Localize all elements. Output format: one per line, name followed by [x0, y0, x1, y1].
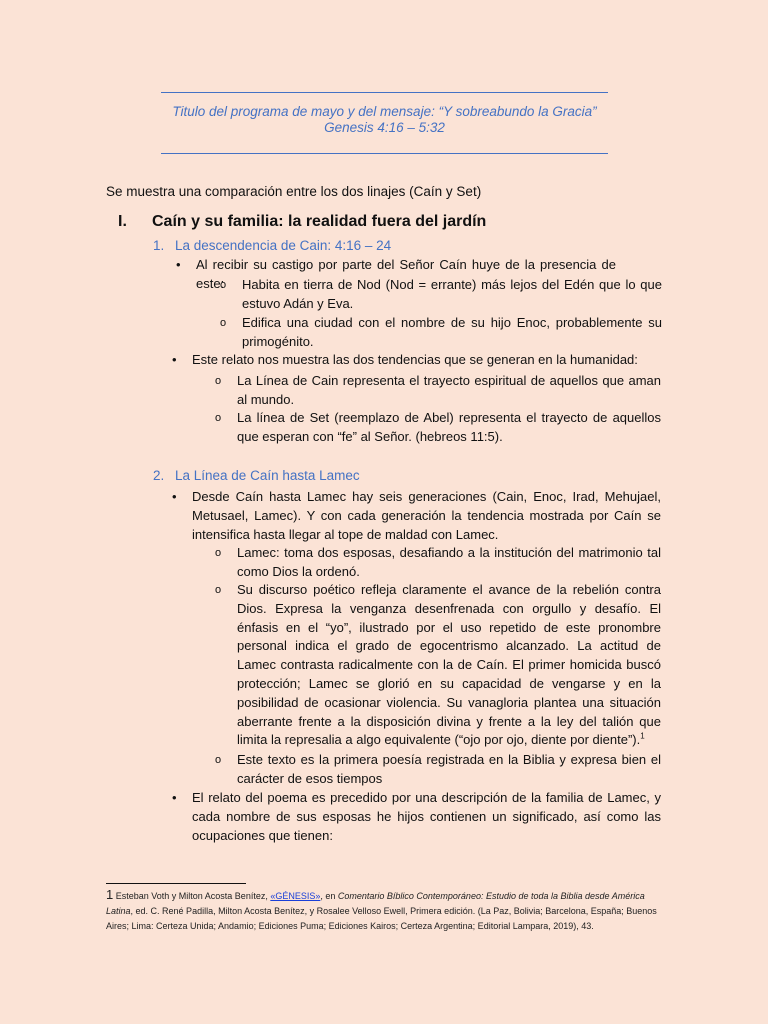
section-number: I. — [118, 213, 127, 230]
section-title: Caín y su familia: la realidad fuera del jardín — [152, 213, 487, 230]
list-item: o Habita en tierra de Nod (Nod = errante) más lejos del Edén que lo que estuvo Adán y Eva. — [242, 276, 662, 314]
list-item: o La Línea de Cain representa el trayecto espiritual de aquellos que aman al mundo. — [237, 372, 661, 410]
list-item: • Este relato nos muestra las dos tendencias que se generan en la humanidad: — [192, 351, 662, 370]
list-item: o Este texto es la primera poesía registrada en la Biblia y expresa bien el carácter de esos tiempos — [237, 751, 661, 789]
list-item: o La línea de Set (reemplazo de Abel) representa el trayecto de aquellos que esperan con “fe” al Señor. (hebreos 11:5). — [237, 409, 661, 447]
subheading-number: 2. — [153, 468, 165, 483]
program-title-block — [161, 104, 608, 136]
footnote — [106, 887, 662, 934]
subheading-number: 1. — [153, 238, 165, 253]
program-title: Titulo del programa de mayo y del mensaje: “Y sobreabundo la Gracia” — [172, 104, 597, 119]
footnote-link[interactable]: «GÉNESIS» — [270, 891, 321, 901]
footnote-authors: Esteban Voth y Milton Acosta Benítez, — [113, 891, 271, 901]
subheading-2 — [153, 468, 360, 483]
section-heading-1 — [118, 213, 486, 231]
footnote-reference: 1 — [640, 732, 645, 742]
header-top-rule — [161, 92, 608, 93]
list-item: • Desde Caín hasta Lamec hay seis generaciones (Cain, Enoc, Irad, Mehujael, Metusael, Lamec). Y con cada generación la tendencia mostrada por Caín se intensifica hasta llegar al tope de maldad con Lamec. — [192, 488, 661, 544]
subheading-title: La descendencia de Cain: 4:16 – 24 — [175, 238, 392, 253]
footnote-publication: , ed. C. René Padilla, Milton Acosta Benítez, y Rosalee Velloso Ewell, Primera edición. (La Paz, Bolivia; Barcelona, España; Buenos Aires; Lima: Certeza Unida; Andamio; Ediciones Puma; Ediciones Kairos; Certeza Argentina; Editorial Lampara, 2019), 43. — [106, 906, 657, 931]
intro-text: Se muestra una comparación entre los dos linajes (Caín y Set) — [106, 184, 482, 199]
footnote-text: , en — [320, 891, 338, 901]
list-item: • El relato del poema es precedido por una descripción de la familia de Lamec, y cada nombre de sus esposas he hijos contienen un significado, así como las ocupaciones que tienen: — [192, 789, 661, 845]
footnote-number: 1 — [106, 887, 114, 902]
list-item — [237, 581, 661, 750]
footnote-work-title: Comentario Bíblico Contemporáneo: Estudio de toda la Biblia desde América Latina — [106, 891, 645, 916]
footnote-separator — [106, 883, 246, 884]
subheading-1 — [153, 238, 391, 253]
list-item: o Edifica una ciudad con el nombre de su hijo Enoc, probablemente su primogénito. — [242, 314, 662, 352]
header-bottom-rule — [161, 153, 608, 154]
list-item-text: Su discurso poético refleja claramente el avance de la rebelión contra Dios. Expresa la venganza desenfrenada con orgullo y desafío. El énfasis en el “yo”, ilustrado por el uso repetido de este pronombre personal indica el grado de egocentrismo alcanzado. La actitud de Lamec contrasta radicalmente con la de Caín. El primer homicida buscó protección; Lamec se glorió en su capacidad de vengarse y en la posibilidad de ocasionar violencia. Su vanagloria plantea una situación aberrante frente a la disposición divina y frente a la ley del talión que limita la represalia a algo equivalente (“ojo por ojo, diente por diente”). — [237, 582, 661, 748]
list-item: o Lamec: toma dos esposas, desafiando a la institución del matrimonio tal como Dios la ordenó. — [237, 544, 661, 582]
list-item: • Al recibir su castigo por parte del Señor Caín huye de la presencia de este: — [196, 256, 616, 294]
scripture-reference: Genesis 4:16 – 5:32 — [324, 120, 445, 135]
subheading-title: La Línea de Caín hasta Lamec — [175, 468, 360, 483]
